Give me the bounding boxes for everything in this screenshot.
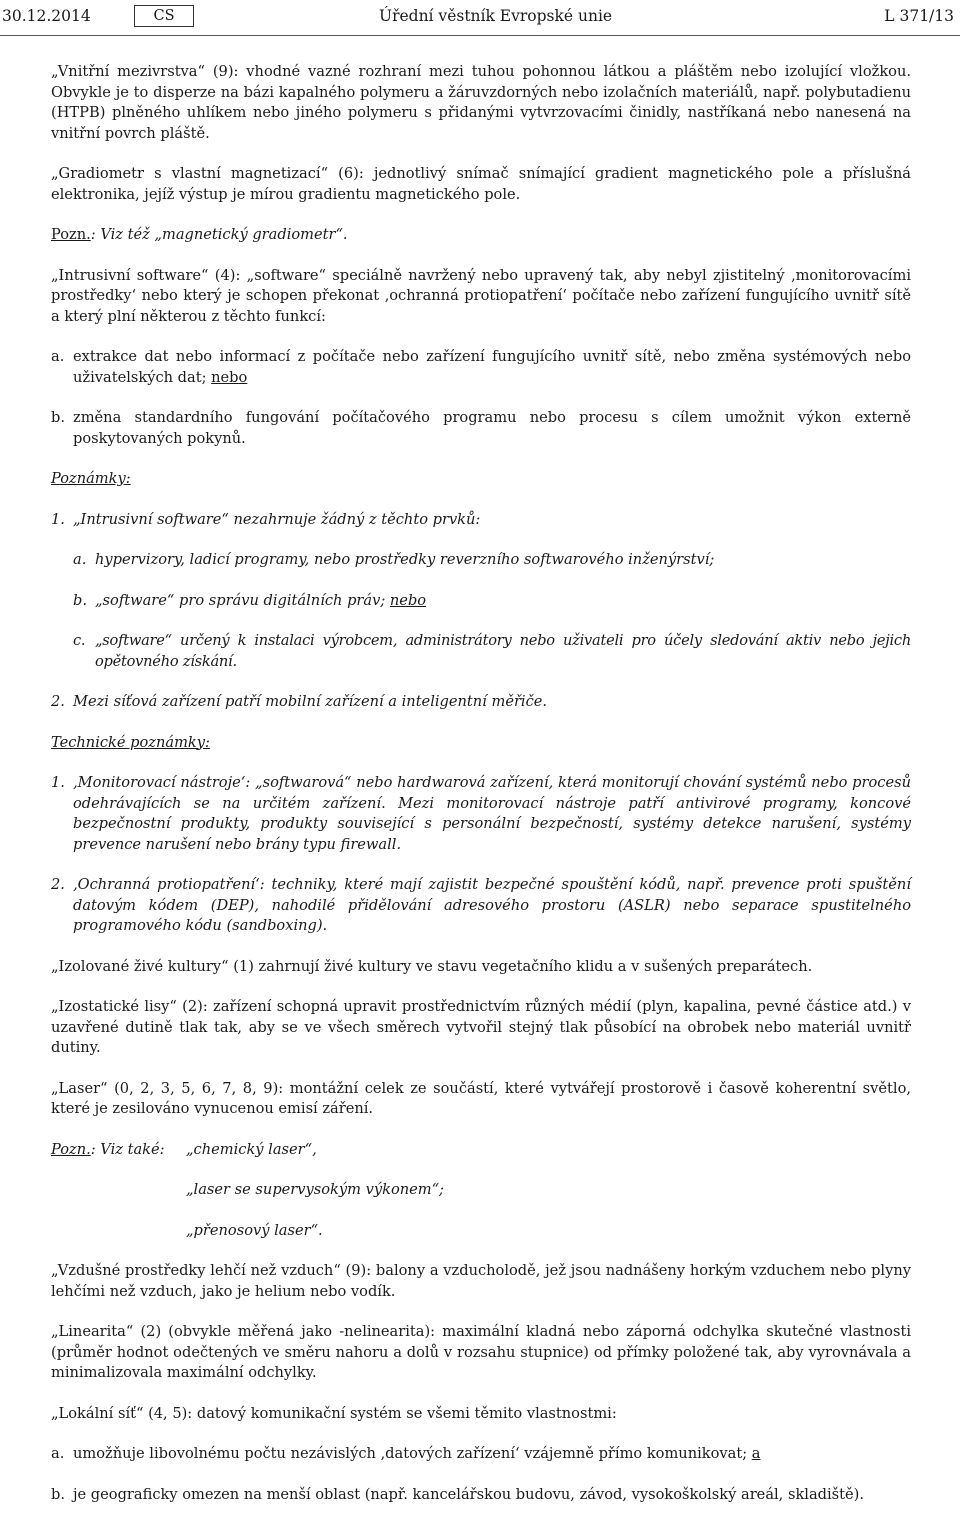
list-item: a. umožňuje libovolnému počtu nezávislých ‚datových zařízení‘ vzájemně přímo komunikovat; a [51,1445,761,1462]
technical-note-1: ‚Monitorovací nástroje‘: „softwarová“ nebo hardwarová zařízení, která monitorují chování systémů nebo procesů odehrávajících se na určitém zařízení. Mezi monitorovací nástroje patří antivirové programy, koncové bezpečnostní produkty, produkty související s personální bezpečností, systémy detekce narušení, systémy prevence narušení nebo brány typu firewall. [73,774,911,853]
list-item: b. změna standardního fungování počítačového programu nebo procesu s cílem umožnit výkon externě poskytovaných pokynů. [51,408,911,449]
conjunction-a: a [751,1445,761,1462]
publication-date: 30.12.2014 [2,7,91,25]
list-item: 1. ‚Monitorovací nástroje‘: „softwarová“ nebo hardwarová zařízení, která monitorují chování systémů nebo procesů odehrávajících se na určitém zařízení. Mezi monitorovací nástroje patří antivirové programy, koncové bezpečnostní produkty, produkty související s personální bezpečností, systémy detekce narušení, systémy prevence narušení nebo brány typu firewall. [51,773,911,855]
definition-gradiometr: „Gradiometr s vlastní magnetizací“ (6): jednotlivý snímač snímající gradient magnetického pole a příslušná elektronika, jejíž výstup je mírou gradientu magnetického pole. [51,165,911,203]
definition-izolovane-kultury: „Izolované živé kultury“ (1) zahrnují živé kultury ve stavu vegetačního klidu a v sušených preparátech. [51,957,813,975]
page-header [0,0,960,34]
list-item: „chemický laser“, [186,1140,317,1158]
list-item: c. „software“ určený k instalaci výrobcem, administrátory nebo uživateli pro účely sledování aktiv nebo jejich opětovného získání. [51,631,911,672]
note-2: Mezi síťová zařízení patří mobilní zařízení a inteligentní měřiče. [73,693,548,710]
list-item: „přenosový laser“. [186,1221,323,1239]
notes-heading: Poznámky: [51,470,131,487]
note-1b: „software“ pro správu digitálních práv; [95,591,386,609]
intrusive-item-b: změna standardního fungování počítačového programu nebo procesu s cílem umožnit výkon externě poskytovaných pokynů. [73,409,911,447]
note-1: „Intrusivní software“ nezahrnuje žádný z těchto prvků: [73,510,481,528]
list-item: a. extrakce dat nebo informací z počítače nebo zařízení fungujícího uvnitř sítě, nebo změna systémových nebo uživatelských dat; nebo [51,348,911,386]
document-body [51,62,911,1525]
list-item: a. hypervizory, ladicí programy, nebo prostředky reverzního softwarového inženýrství; [51,550,911,571]
page-number: L 371/13 [884,7,954,25]
journal-title: Úřední věstník Evropské unie [379,7,613,25]
definition-linearita: „Linearita“ (2) (obvykle měřená jako -nelinearita): maximální kladná nebo záporná odchylka skutečné vlastnosti (průměr hodnot odečtených ve směru nahoru a dolů v rozsahu stupnice) od přímky položené tak, aby vyrovnávala a minimalizovala maximální odchylky. [51,1323,911,1381]
list-item: „laser se supervysokým výkonem“; [186,1181,444,1198]
lan-item-a: umožňuje libovolnému počtu nezávislých ‚datových zařízení‘ vzájemně přímo komunikovat; [73,1445,748,1462]
note-1c: „software“ určený k instalaci výrobcem, administrátory nebo uživateli pro účely sledování aktiv nebo jejich opětovného získání. [95,632,911,670]
lan-item-b: je geograficky omezen na menší oblast (např. kancelářskou budovu, závod, vysokoškolský areál, skladiště). [73,1485,864,1503]
language-badge: CS [134,5,194,27]
note-label: Pozn. [51,1140,91,1158]
header-divider [0,35,960,36]
conjunction-nebo: nebo [211,368,248,386]
definition-laser: „Laser“ (0, 2, 3, 5, 6, 7, 8, 9): montážní celek ze součástí, které vytvářejí prostorově i časově koherentní světlo, které je zesilováno vynucenou emisí záření. [51,1079,911,1117]
note-laser [51,1140,911,1242]
definition-vnitrni-mezivrstva: „Vnitřní mezivrstva“ (9): vhodné vazné rozhraní mezi tuhou pohonnou látkou a pláštěm nebo izolující vložkou. Obvykle je to disperze na bázi kapalného polymeru a žáruvzdorných nebo izolačních materiálů, např. polybutadienu (HTPB) plněného uhlíkem nebo jiného polymeru s přidanými vytvrzovacími činidly, nastříkaná nebo nanesená na vnitřní povrch pláště. [51,63,911,142]
definition-vzdusne-prostredky: „Vzdušné prostředky lehčí než vzduch“ (9): balony a vzducholodě, jež jsou nadnášeny horkým vzduchem nebo plyny lehčími než vzduch, jako je helium nebo vodík. [51,1262,911,1300]
note-laser-prefix: : Viz také: [90,1140,165,1158]
definition-lokalni-sit: „Lokální síť“ (4, 5): datový komunikační systém se všemi těmito vlastnostmi: [51,1404,617,1422]
intrusive-item-a: extrakce dat nebo informací z počítače nebo zařízení fungujícího uvnitř sítě, nebo změna systémových nebo uživatelských dat; [73,348,911,386]
conjunction-nebo: nebo [389,591,427,609]
definition-intrusivni-software: „Intrusivní software“ (4): „software“ speciálně navržený nebo upravený tak, aby nebyl zjistitelný ‚monitorovacími prostředky‘ nebo který je schopen překonat ‚ochranná protiopatření‘ počítače nebo zařízení fungujícího uvnitř sítě a který plní některou z těchto funkcí: [51,266,911,325]
note-gradiometr: Pozn.: Viz též „magnetický gradiometr“. [51,226,348,243]
technical-note-2: ‚Ochranná protiopatření‘: techniky, které mají zajistit bezpečné spouštění kódů, např. prevence proti spuštění datovým kódem (DEP), nahodilé přidělování adresového prostoru (ASLR) nebo separace spustitelného programového kódu (sandboxing). [73,876,911,934]
note-label: Pozn. [51,226,91,243]
list-item: 1. „Intrusivní software“ nezahrnuje žádný z těchto prvků: [51,510,911,531]
list-item: b. „software“ pro správu digitálních práv; nebo [73,591,427,609]
technical-notes-heading: Technické poznámky: [51,733,210,751]
definition-izostaticke-lisy: „Izostatické lisy“ (2): zařízení schopná upravit prostřednictvím různých médií (plyn, kapalina, pevné částice atd.) v uzavřené dutině tlak tak, aby se ve všech směrech vytvořil stejný tlak působící na obrobek nebo materiál uvnitř dutiny. [51,998,911,1056]
note-1a: hypervizory, ladicí programy, nebo prostředky reverzního softwarového inženýrství; [95,551,715,568]
list-item: b. je geograficky omezen na menší oblast (např. kancelářskou budovu, závod, vysokoškolský areál, skladiště). [51,1485,911,1506]
laser-references [186,1140,911,1242]
list-item: 2. Mezi síťová zařízení patří mobilní zařízení a inteligentní měřiče. [51,692,911,713]
list-item: 2. ‚Ochranná protiopatření‘: techniky, které mají zajistit bezpečné spouštění kódů, např. prevence proti spuštění datovým kódem (DEP), nahodilé přidělování adresového prostoru (ASLR) nebo separace spustitelného programového kódu (sandboxing). [51,875,911,937]
note-gradiometr-text: Viz též „magnetický gradiometr“. [100,226,348,243]
